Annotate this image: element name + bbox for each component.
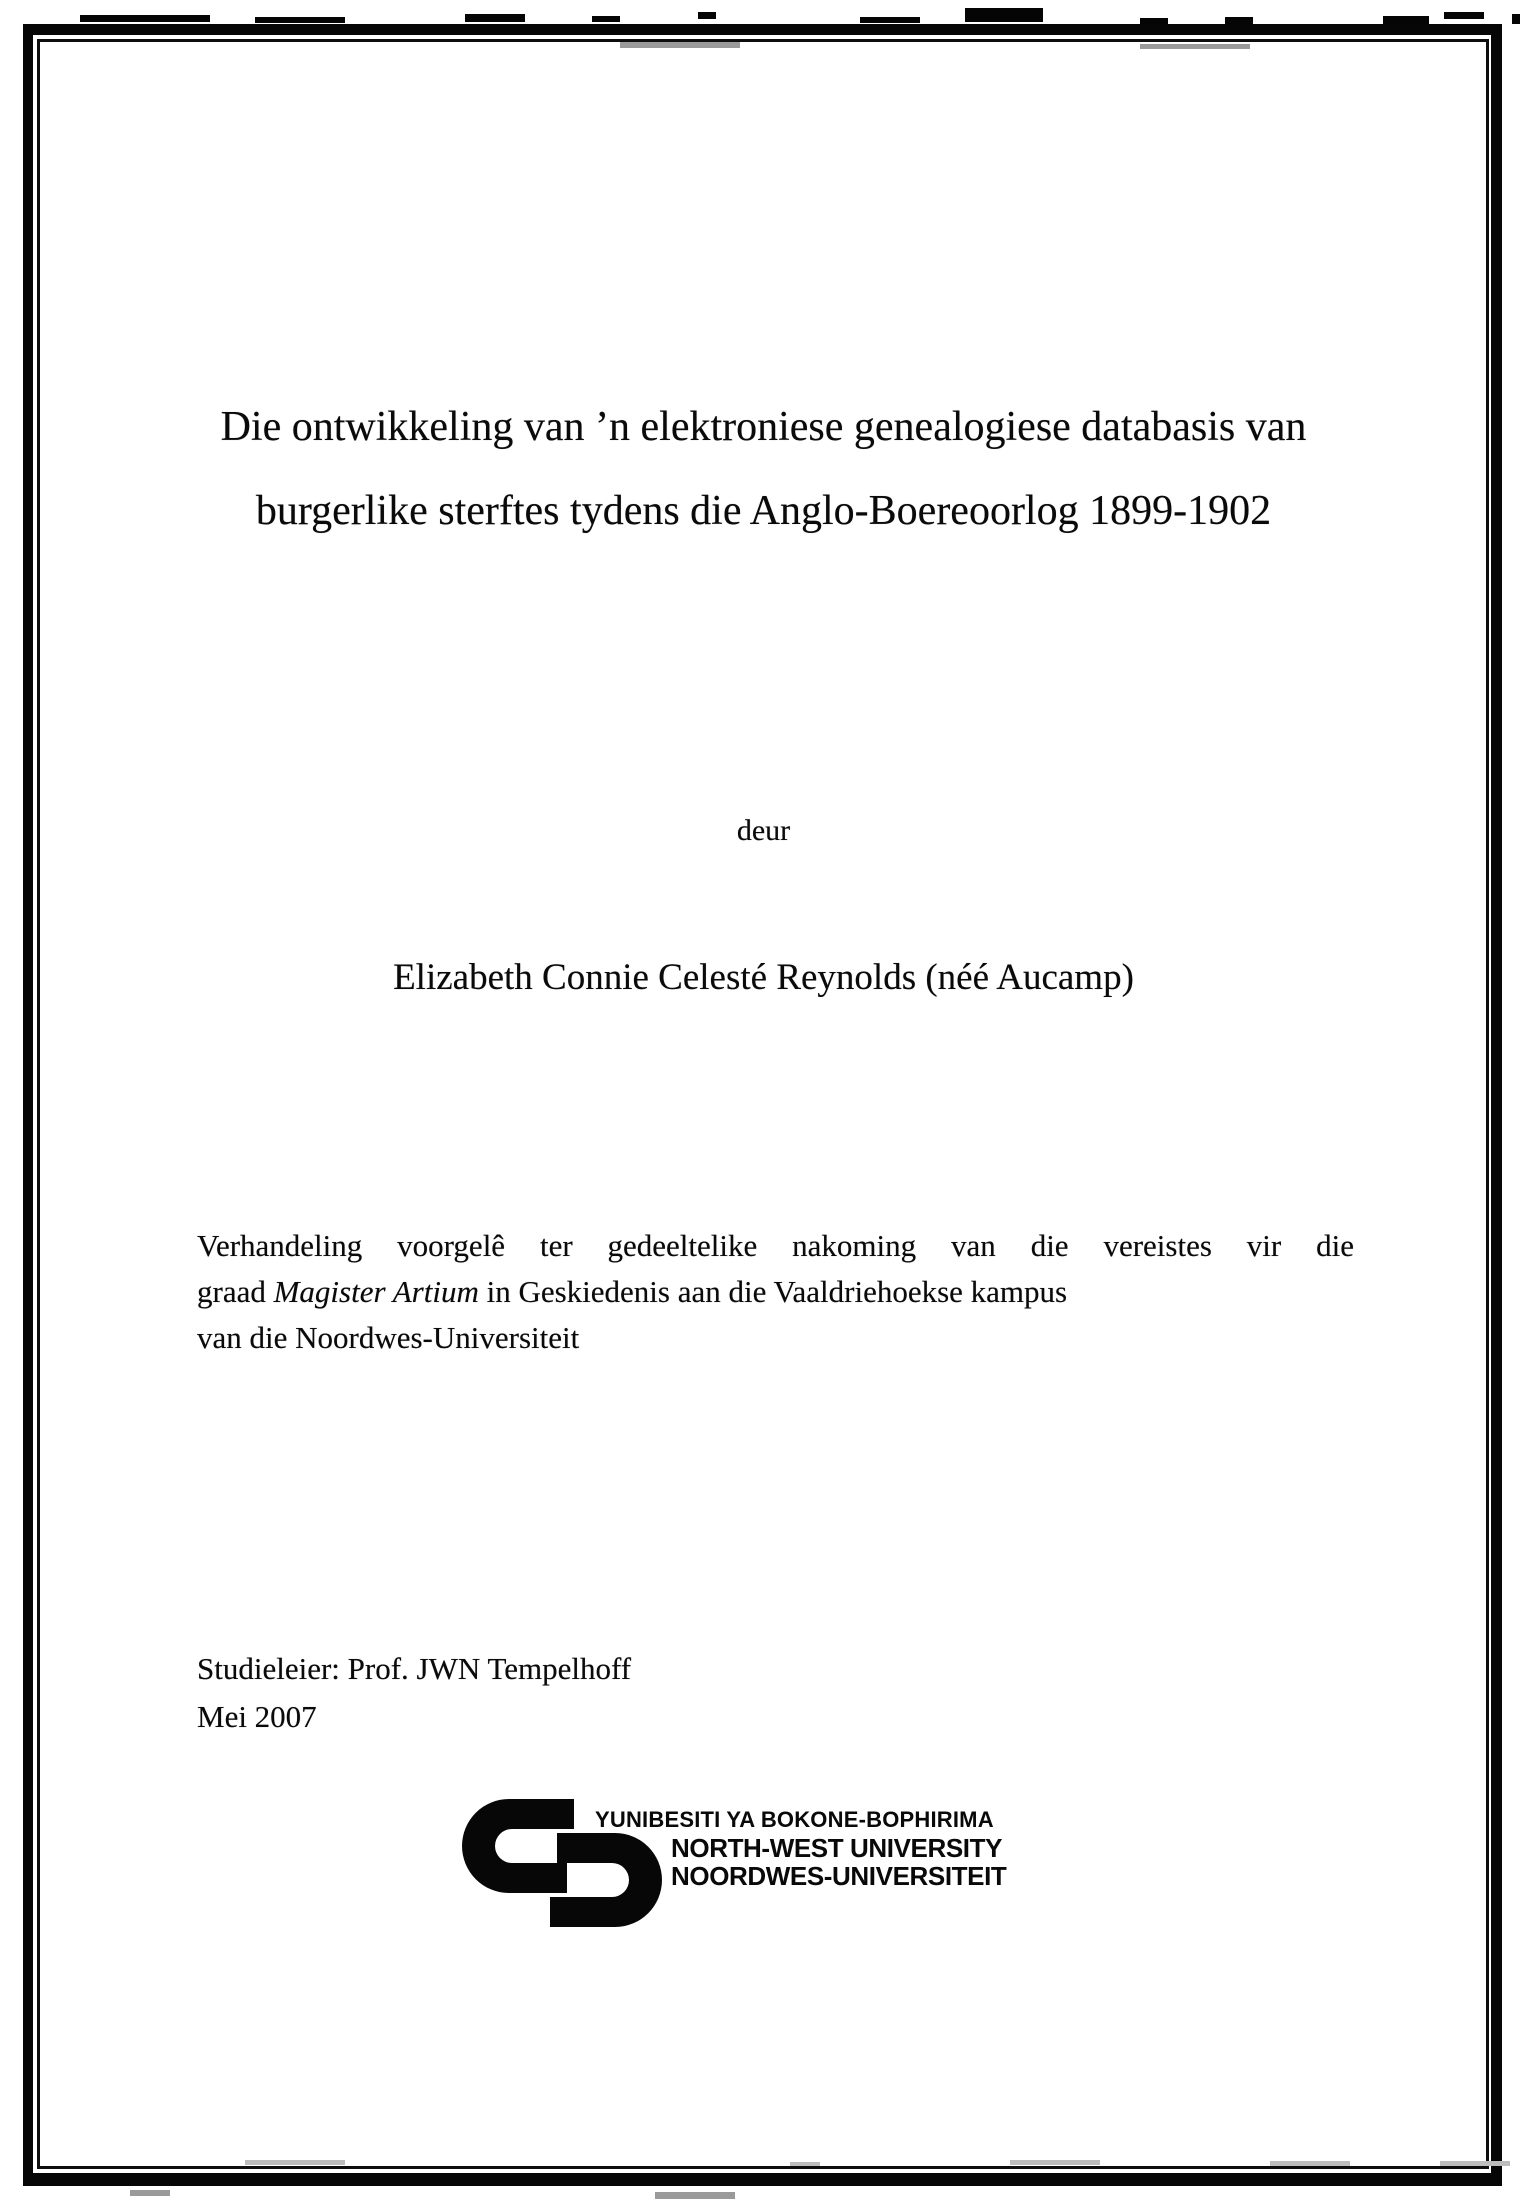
scan-artifact [790,2162,820,2166]
scan-artifact [965,8,1043,22]
degree-statement-line-2 [197,1269,1354,1315]
logo-text-setswana: YUNIBESITI YA BOKONE-BOPHIRIMA [595,1807,994,1832]
supervisor-line: Studieleier: Prof. JWN Tempelhoff [197,1651,632,1686]
scan-artifact [1383,16,1429,24]
scan-artifact [1140,18,1168,24]
university-logo [462,1799,1102,1939]
scan-artifact [1444,12,1484,19]
scan-artifact [1010,2160,1100,2165]
scan-artifact [255,17,345,23]
scan-artifact [655,2192,735,2199]
scan-artifact [860,17,920,23]
logo-text-afrikaans: NOORDWES-UNIVERSITEIT [671,1861,1007,1891]
scan-artifact [1140,44,1250,49]
scan-artifact [1270,2161,1350,2166]
degree-statement-line-2-prefix: graad [197,1274,274,1309]
degree-statement-line-1: Verhandeling voorgelê ter gedeeltelike nakoming van die vereistes vir die [197,1228,1354,1263]
thesis-title-line-2: burgerlike sterftes tydens die Anglo-Boereoorlog 1899-1902 [255,488,1272,534]
scan-artifact [130,2190,170,2196]
scan-artifact [245,2160,345,2165]
scan-artifact [1225,17,1253,24]
degree-statement-line-2-suffix: in Geskiedenis aan die Vaaldriehoekse kampus [478,1274,1068,1309]
thesis-title [0,402,1527,536]
scan-artifact [1512,14,1520,24]
degree-statement-line-3: van die Noordwes-Universiteit [197,1320,580,1355]
logo-text-english: NORTH-WEST UNIVERSITY [671,1833,1003,1863]
scan-artifact [80,15,210,22]
degree-statement [197,1223,1354,1361]
university-logo-text [595,1806,1007,1891]
scan-artifact [698,12,716,19]
scan-artifact [620,42,740,48]
author-name: Elizabeth Connie Celesté Reynolds (néé Aucamp) [393,957,1134,998]
degree-name-italic: Magister Artium [273,1274,479,1309]
date-line: Mei 2007 [197,1699,317,1734]
scan-artifact [1440,2161,1510,2166]
scan-artifact [465,14,525,22]
thesis-title-line-1: Die ontwikkeling van ’n elektroniese genealogiese databasis van [220,404,1307,450]
supervisor-block [197,1645,631,1741]
scan-artifact [592,16,620,22]
byline-label: deur [736,814,791,847]
